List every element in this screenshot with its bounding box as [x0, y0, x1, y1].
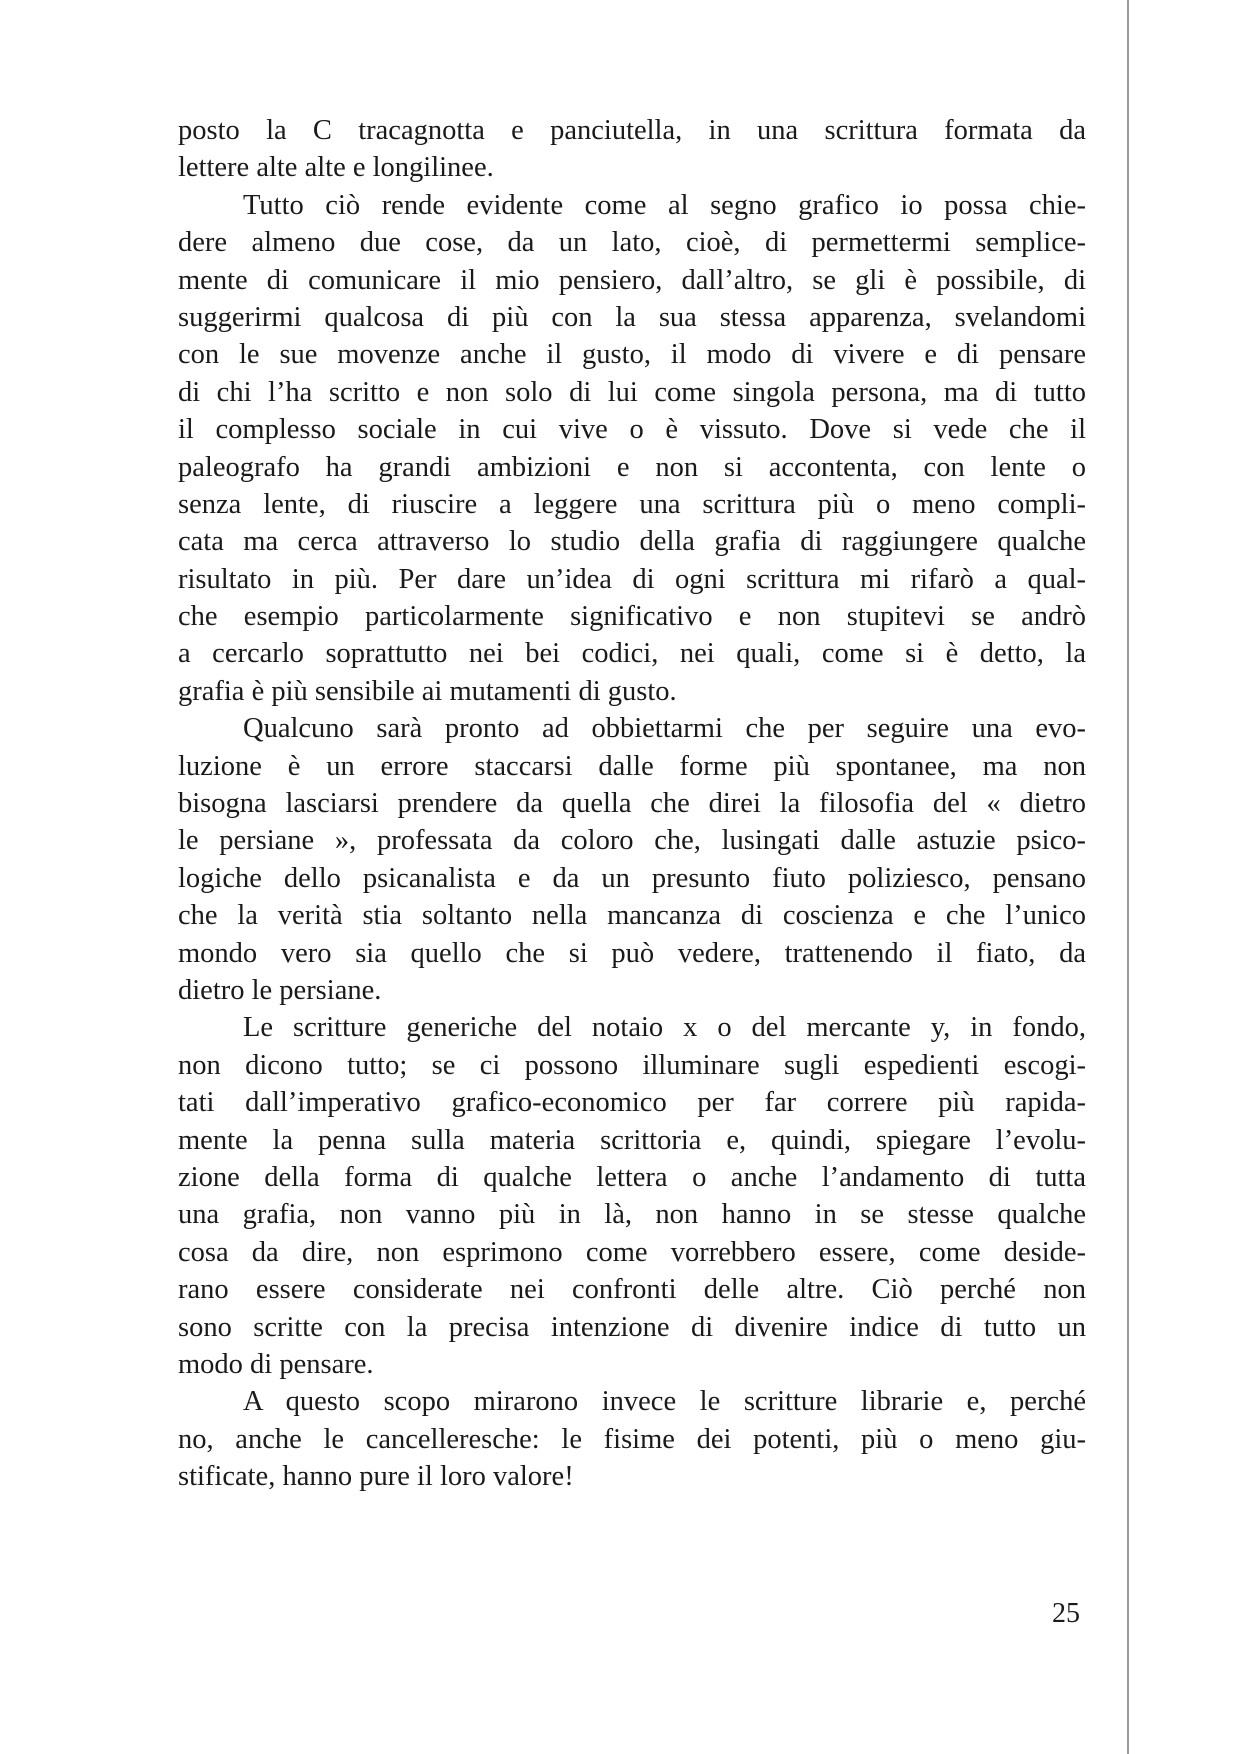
text-line: Tutto ciò rende evidente come al segno grafico io possa chie-: [243, 189, 1086, 221]
text-line: paleografo ha grandi ambizioni e non si accontenta, con lente o: [178, 451, 1086, 483]
text-line: di chi l’ha scritto e non solo di lui come singola persona, ma di tutto: [178, 376, 1086, 408]
text-line: cata ma cerca attraverso lo studio della grafia di raggiungere qualche: [178, 526, 1086, 558]
paragraph-1: [178, 112, 1086, 187]
paragraph-4: [178, 1009, 1086, 1383]
text-line: dere almeno due cose, da un lato, cioè, di permettermi semplice-: [178, 227, 1086, 259]
text-line: dietro le persiane.: [178, 974, 382, 1006]
text-line: le persiane », professata da coloro che, lusingati dalle astuzie psico-: [178, 825, 1086, 857]
text-line: a cercarlo soprattutto nei bei codici, nei quali, come si è detto, la: [178, 638, 1086, 670]
text-line: con le sue movenze anche il gusto, il modo di vivere e di pensare: [178, 339, 1086, 371]
text-line: sono scritte con la precisa intenzione di divenire indice di tutto un: [178, 1311, 1086, 1343]
text-line: non dicono tutto; se ci possono illuminare sugli espedienti escogi-: [178, 1049, 1086, 1081]
text-line: Le scritture generiche del notaio x o del mercante y, in fondo,: [243, 1012, 1086, 1044]
text-line: una grafia, non vanno più in là, non hanno in se stesse qualche: [178, 1199, 1086, 1231]
text-line: tati dall’imperativo grafico-economico per far correre più rapida-: [178, 1087, 1086, 1119]
text-line: che esempio particolarmente significativo e non stupitevi se andrò: [178, 601, 1086, 633]
text-line: suggerirmi qualcosa di più con la sua stessa apparenza, svelandomi: [178, 301, 1086, 333]
text-line: no, anche le cancelleresche: le fisime dei potenti, più o meno giu-: [178, 1423, 1086, 1455]
text-line: Qualcuno sarà pronto ad obbiettarmi che per seguire una evo-: [243, 713, 1086, 745]
paragraph-5: [178, 1383, 1086, 1495]
paragraph-3: [178, 710, 1086, 1009]
paragraph-2: [178, 187, 1086, 710]
text-line: lettere alte alte e longilinee.: [178, 152, 494, 184]
text-line: senza lente, di riuscire a leggere una scrittura più o meno compli-: [178, 488, 1086, 520]
text-line: bisogna lasciarsi prendere da quella che direi la filosofia del « dietro: [178, 788, 1086, 820]
text-line: mondo vero sia quello che si può vedere, trattenendo il fiato, da: [178, 937, 1086, 969]
text-line: risultato in più. Per dare un’idea di ogni scrittura mi rifarò a qual-: [178, 563, 1086, 595]
text-line: A questo scopo mirarono invece le scritture librarie e, perché: [243, 1386, 1086, 1418]
text-line: zione della forma di qualche lettera o anche l’andamento di tutta: [178, 1161, 1086, 1193]
text-line: mente la penna sulla materia scrittoria e, quindi, spiegare l’evolu-: [178, 1124, 1086, 1156]
page-number: 25: [1052, 1598, 1080, 1629]
body-text: [178, 112, 1086, 1495]
page-edge-divider: [1127, 0, 1129, 1754]
text-line: posto la C tracagnotta e panciutella, in una scrittura formata da: [178, 115, 1086, 146]
text-line: logiche dello psicanalista e da un presunto fiuto poliziesco, pensano: [178, 862, 1086, 894]
text-line: rano essere considerate nei confronti delle altre. Ciò perché non: [178, 1274, 1086, 1306]
text-line: stificate, hanno pure il loro valore!: [178, 1461, 574, 1493]
text-line: modo di pensare.: [178, 1348, 374, 1380]
text-line: che la verità stia soltanto nella mancanza di coscienza e che l’unico: [178, 900, 1086, 932]
text-line: luzione è un errore staccarsi dalle forme più spontanee, ma non: [178, 750, 1086, 782]
text-line: cosa da dire, non esprimono come vorrebbero essere, come deside-: [178, 1236, 1086, 1268]
text-line: grafia è più sensibile ai mutamenti di gusto.: [178, 675, 677, 707]
text-line: mente di comunicare il mio pensiero, dall’altro, se gli è possibile, di: [178, 264, 1086, 296]
text-line: il complesso sociale in cui vive o è vissuto. Dove si vede che il: [178, 414, 1086, 446]
